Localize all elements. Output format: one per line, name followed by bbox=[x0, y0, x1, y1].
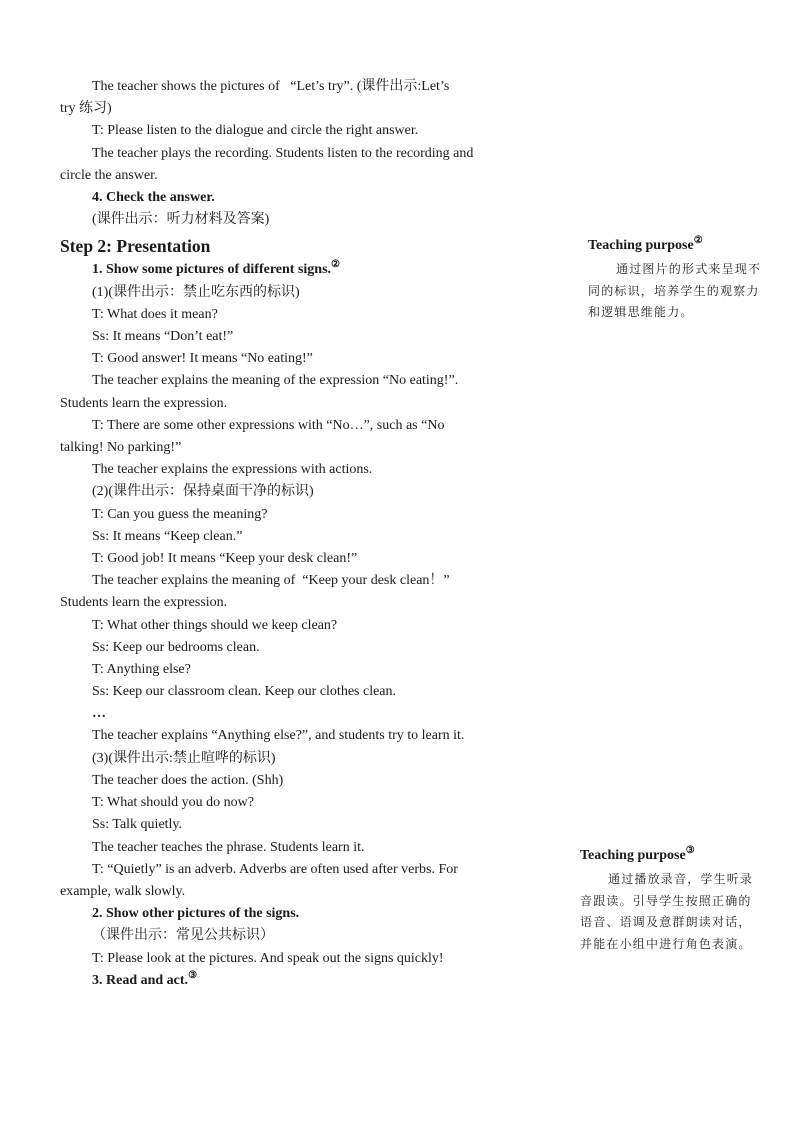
text-line: talking! No parking!” bbox=[60, 440, 182, 456]
teaching-purpose-note bbox=[588, 236, 768, 324]
text-line: The teacher shows the pictures of “Let’s try”. (课件出示:Let’s bbox=[92, 79, 450, 94]
text-line: Ss: Talk quietly. bbox=[92, 817, 183, 833]
text-line: Students learn the expression. bbox=[60, 595, 228, 611]
note-title bbox=[588, 236, 768, 256]
text-line: T: Good answer! It means “No eating!” bbox=[92, 351, 313, 367]
footnote-marker: ③ bbox=[188, 969, 198, 981]
text-line: Students learn the expression. bbox=[60, 395, 228, 411]
text-line: (3)(课件出示:禁止喧哗的标识) bbox=[92, 750, 276, 766]
text-line: T: “Quietly” is an adverb. Adverbs are often used after verbs. For bbox=[92, 861, 458, 877]
step-heading: 2. Show other pictures of the signs. bbox=[92, 906, 300, 922]
text-line: example, walk slowly. bbox=[60, 883, 186, 899]
note-body: 通过图片的形式来呈现不同的标识，培养学生的观察力和逻辑思维能力。 bbox=[588, 262, 762, 319]
text-line: (课件出示：听力材料及答案) bbox=[92, 212, 270, 228]
step-heading-text: 3. Read and act. bbox=[92, 972, 189, 988]
text-line: Ss: Keep our classroom clean. Keep our clothes clean. bbox=[92, 684, 397, 700]
text-line: T: Anything else? bbox=[92, 662, 191, 678]
text-line: circle the answer. bbox=[60, 167, 158, 183]
text-line: (1)(课件出示：禁止吃东西的标识) bbox=[92, 284, 300, 300]
note-title-text: Teaching purpose bbox=[580, 848, 686, 863]
text-line: The teacher explains the meaning of “Keep your desk clean！” bbox=[92, 573, 450, 589]
step-heading bbox=[60, 259, 530, 281]
text-line: T: What other things should we keep clean? bbox=[92, 617, 338, 633]
text-line: Ss: It means “Keep clean.” bbox=[92, 528, 243, 544]
text-line: （课件出示：常见公共标识） bbox=[92, 928, 274, 944]
text-line: try 练习) bbox=[60, 101, 112, 117]
lesson-plan-body bbox=[60, 76, 530, 992]
text-line: T: Good job! It means “Keep your desk clean!” bbox=[92, 551, 358, 567]
text-line: T: What should you do now? bbox=[92, 795, 254, 811]
text-line: The teacher explains “Anything else?”, and students try to learn it. bbox=[92, 728, 465, 744]
text-line: T: What does it mean? bbox=[92, 306, 218, 322]
footnote-marker: ② bbox=[693, 235, 703, 246]
text-line: The teacher does the action. (Shh) bbox=[92, 772, 284, 788]
ellipsis-line: … bbox=[92, 706, 107, 722]
step-heading bbox=[60, 970, 530, 992]
text-line: The teacher plays the recording. Students listen to the recording and bbox=[92, 145, 474, 161]
note-title bbox=[580, 846, 760, 866]
text-line: (2)(课件出示：保持桌面干净的标识) bbox=[92, 484, 314, 500]
footnote-marker: ② bbox=[331, 259, 341, 271]
text-line: The teacher teaches the phrase. Students learn it. bbox=[92, 839, 365, 855]
footnote-marker: ③ bbox=[685, 845, 695, 856]
note-body: 通过播放录音，学生听录音跟读。引导学生按照正确的语音、语调及意群朗读对话，并能在小组中进行角色表演。 bbox=[580, 872, 754, 951]
note-title-text: Teaching purpose bbox=[588, 238, 694, 253]
step-heading: 4. Check the answer. bbox=[92, 190, 215, 206]
text-line: T: Please listen to the dialogue and circle the right answer. bbox=[92, 123, 419, 139]
text-line: Ss: It means “Don’t eat!” bbox=[92, 329, 234, 345]
text-line: T: Can you guess the meaning? bbox=[92, 506, 268, 522]
text-line: T: There are some other expressions with “No…”, such as “No bbox=[92, 417, 445, 433]
text-line: The teacher explains the expressions with actions. bbox=[92, 462, 373, 478]
text-line: T: Please look at the pictures. And speak out the signs quickly! bbox=[92, 950, 444, 966]
text-line: Ss: Keep our bedrooms clean. bbox=[92, 639, 260, 655]
text-line: The teacher explains the meaning of the expression “No eating!”. bbox=[92, 373, 459, 389]
step-heading-text: 1. Show some pictures of different signs. bbox=[92, 262, 332, 278]
teaching-purpose-note bbox=[580, 846, 760, 955]
section-heading: Step 2: Presentation bbox=[60, 236, 211, 257]
